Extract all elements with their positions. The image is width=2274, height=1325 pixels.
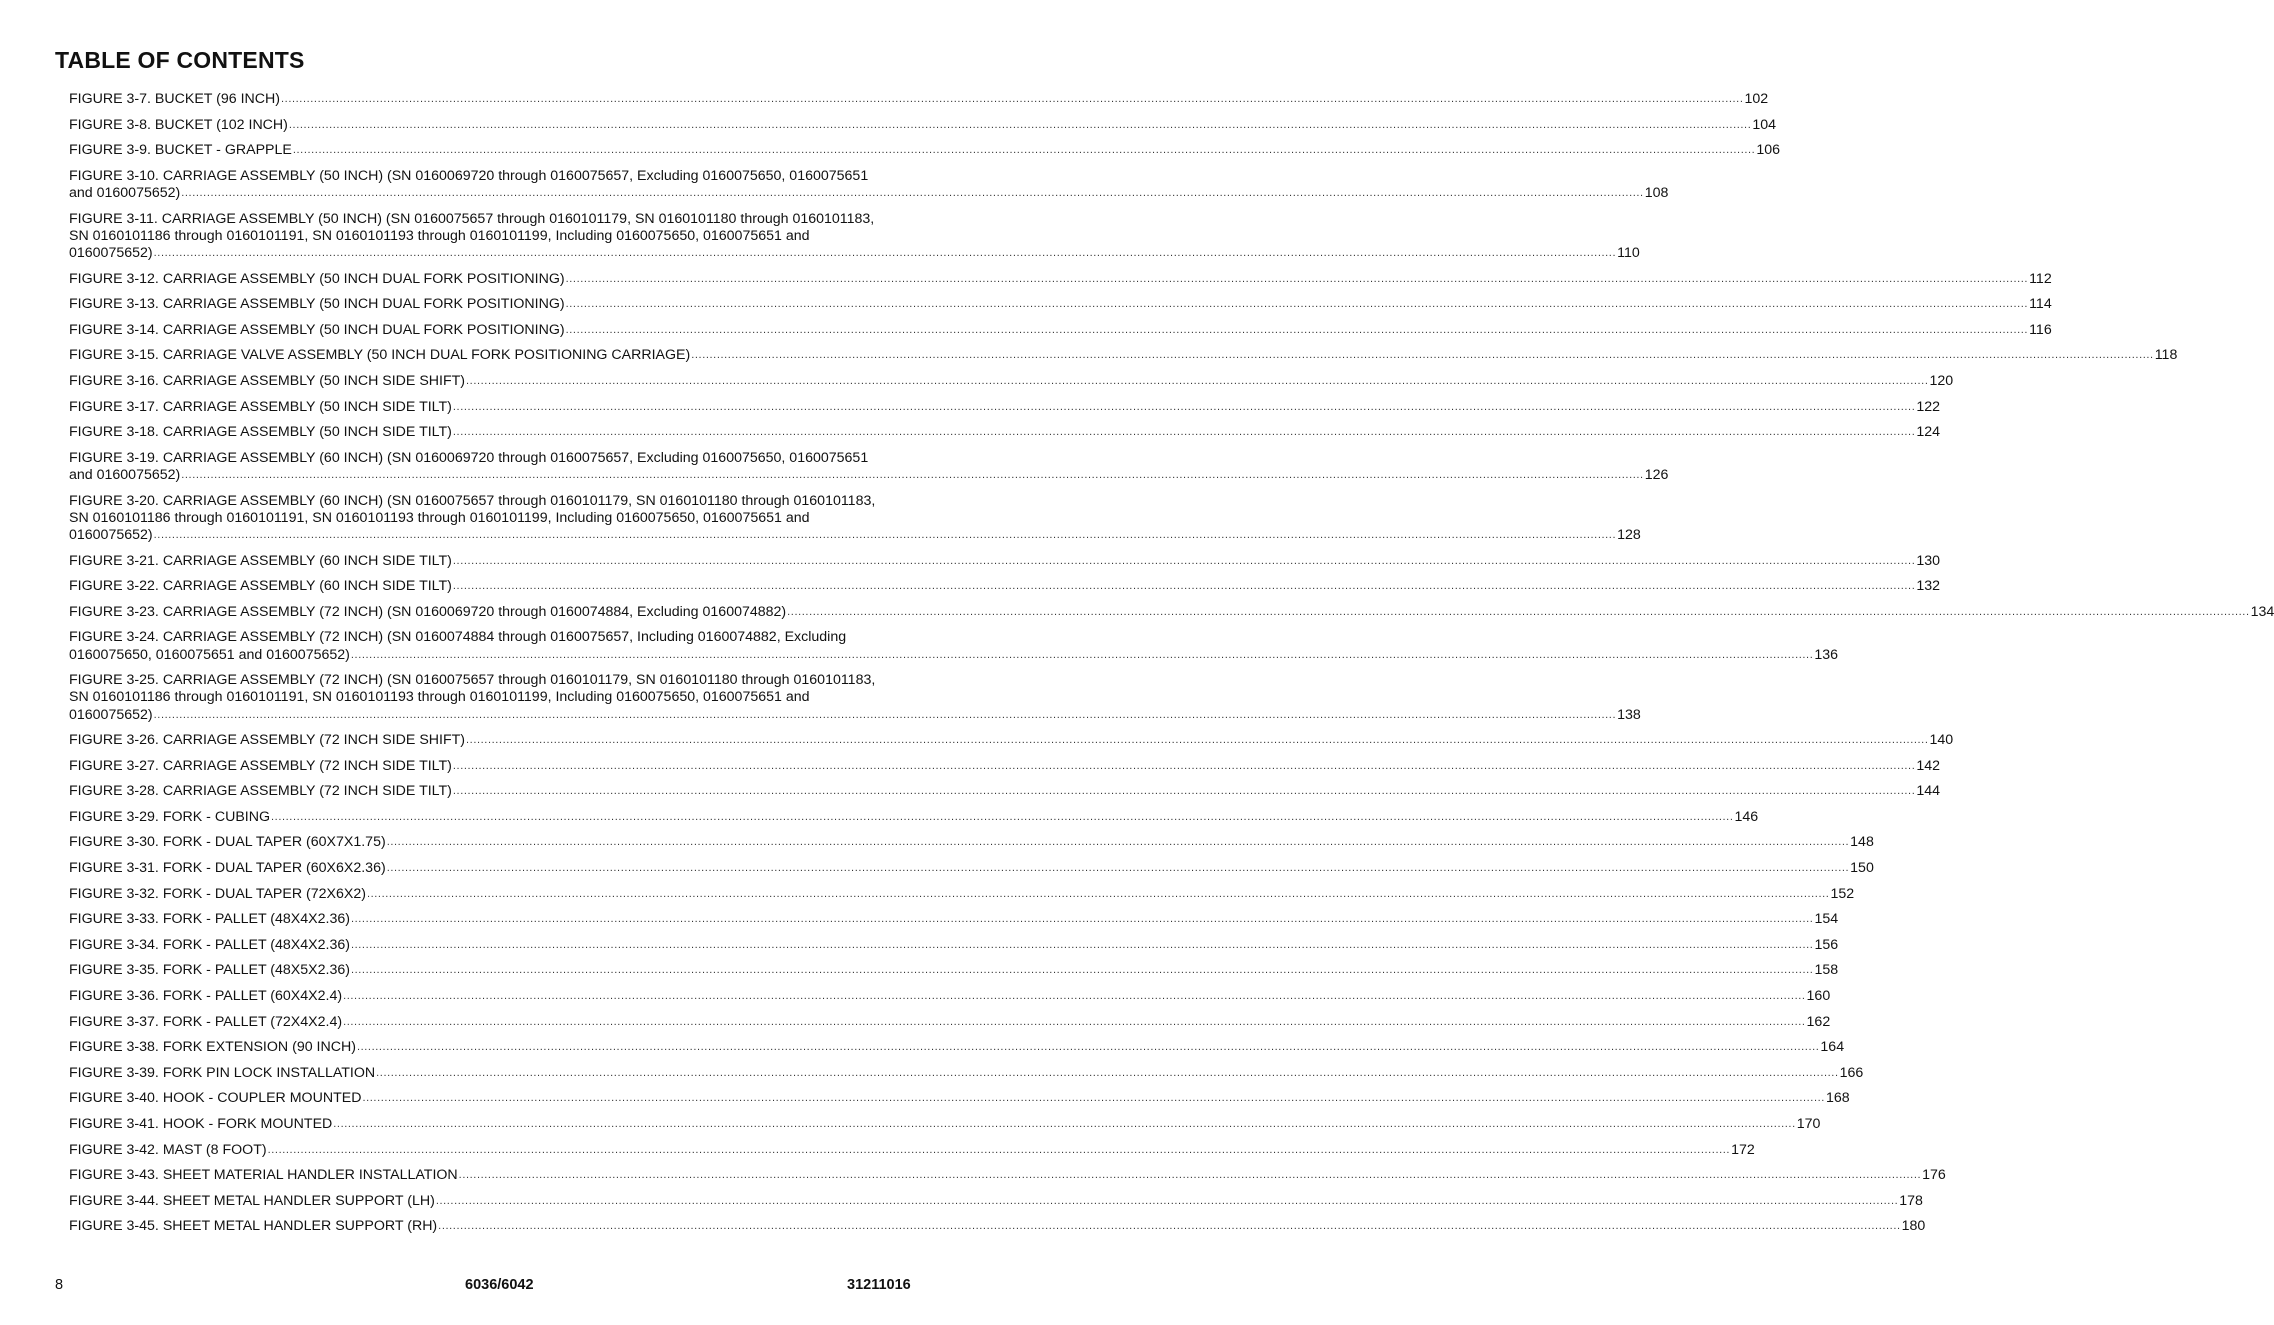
toc-entry[interactable]: [69, 270, 2052, 288]
toc-entry-page: 112: [2029, 270, 2052, 287]
toc-entry-title-line: FIGURE 3-11. CARRIAGE ASSEMBLY (50 INCH) (SN 0160075657 through 0160101179, SN 0160101180 through 0160101183,: [69, 210, 875, 227]
toc-entry-page: 162: [1806, 1013, 1831, 1030]
toc-entry-page: 140: [1929, 732, 1954, 749]
toc-entry-title-line: FIGURE 3-31. FORK - DUAL TAPER (60X6X2.36): [69, 860, 386, 877]
dot-leader: ................................................................................................................................................................................................................................................................................................................................................................................................................: [452, 759, 1916, 772]
toc-entry[interactable]: [69, 1167, 1946, 1184]
dot-leader: ................................................................................................................................................................................................................................................................................................................................................................................................................: [386, 862, 1850, 875]
toc-entry[interactable]: [69, 142, 1780, 159]
toc-entry[interactable]: [69, 347, 2178, 364]
toc-entry-title-line: FIGURE 3-12. CARRIAGE ASSEMBLY (50 INCH DUAL FORK POSITIONING): [69, 270, 565, 287]
toc-entry[interactable]: [69, 808, 1759, 826]
toc-entry[interactable]: [69, 885, 1855, 903]
dot-leader: ................................................................................................................................................................................................................................................................................................................................................................................................................: [565, 323, 2029, 336]
toc-entry-page: 148: [1850, 834, 1874, 851]
page-footer: [0, 1277, 1024, 1297]
dot-leader: ................................................................................................................................................................................................................................................................................................................................................................................................................: [153, 246, 1617, 259]
toc-entry-page: 158: [1814, 962, 1839, 979]
dot-leader: ................................................................................................................................................................................................................................................................................................................................................................................................................: [350, 938, 1814, 951]
toc-entry-title-line: FIGURE 3-17. CARRIAGE ASSEMBLY (50 INCH SIDE TILT): [69, 398, 452, 415]
toc-entry-page: 118: [2154, 347, 2178, 364]
toc-entry[interactable]: [69, 578, 1941, 595]
toc-entry-page: 166: [1839, 1064, 1864, 1081]
toc-entry-title-line: FIGURE 3-39. FORK PIN LOCK INSTALLATION: [69, 1064, 376, 1081]
dot-leader: ................................................................................................................................................................................................................................................................................................................................................................................................................: [458, 1169, 1922, 1182]
toc-entry[interactable]: [69, 372, 1954, 390]
toc-entry-title-line: FIGURE 3-41. HOOK - FORK MOUNTED: [69, 1116, 333, 1133]
toc-entry-title-line: FIGURE 3-42. MAST (8 FOOT): [69, 1141, 267, 1158]
dot-leader: ................................................................................................................................................................................................................................................................................................................................................................................................................: [350, 648, 1814, 661]
toc-entry-page: 176: [1922, 1167, 1946, 1184]
dot-leader: ................................................................................................................................................................................................................................................................................................................................................................................................................: [153, 708, 1617, 721]
dot-leader: ................................................................................................................................................................................................................................................................................................................................................................................................................: [452, 400, 1916, 413]
dot-leader: ................................................................................................................................................................................................................................................................................................................................................................................................................: [438, 1220, 1901, 1233]
toc-entry-title-line: FIGURE 3-43. SHEET MATERIAL HANDLER INSTALLATION: [69, 1167, 458, 1184]
dot-leader: ................................................................................................................................................................................................................................................................................................................................................................................................................: [181, 186, 1644, 199]
toc-entry-page: 154: [1814, 911, 1839, 928]
toc-entry-title-line: FIGURE 3-21. CARRIAGE ASSEMBLY (60 INCH SIDE TILT): [69, 552, 452, 569]
dot-leader: ................................................................................................................................................................................................................................................................................................................................................................................................................: [350, 964, 1814, 977]
toc-entry[interactable]: [69, 167, 1669, 202]
toc-entry-page: 132: [1916, 578, 1941, 595]
toc-entry-title-line: 0160075652): [69, 244, 153, 261]
dot-leader: ................................................................................................................................................................................................................................................................................................................................................................................................................: [333, 1118, 1796, 1131]
toc-entry-page: 104: [1752, 116, 1777, 133]
toc-entry[interactable]: [69, 672, 1641, 724]
toc-entry-page: 168: [1825, 1090, 1850, 1107]
toc-entry-page: 144: [1916, 783, 1941, 800]
toc-entry-title-line: 0160075650, 0160075651 and 0160075652): [69, 646, 350, 663]
toc-entry-page: 172: [1731, 1141, 1755, 1158]
toc-entry[interactable]: [69, 424, 1941, 441]
toc-entry-title-line: FIGURE 3-18. CARRIAGE ASSEMBLY (50 INCH SIDE TILT): [69, 424, 452, 441]
toc-entry-title-line: 0160075652): [69, 706, 153, 723]
toc-entry-page: 122: [1916, 398, 1941, 415]
toc-entry[interactable]: [69, 603, 2274, 621]
toc-entry[interactable]: [69, 1141, 1755, 1159]
toc-entry[interactable]: [69, 449, 1669, 484]
dot-leader: ................................................................................................................................................................................................................................................................................................................................................................................................................: [466, 374, 1929, 387]
dot-leader: ................................................................................................................................................................................................................................................................................................................................................................................................................: [565, 298, 2029, 311]
toc-entry-page: 160: [1806, 988, 1831, 1005]
toc-entry-page: 108: [1644, 184, 1669, 201]
toc-entry-title-line: FIGURE 3-26. CARRIAGE ASSEMBLY (72 INCH SIDE SHIFT): [69, 732, 466, 749]
dot-leader: ................................................................................................................................................................................................................................................................................................................................................................................................................: [267, 1143, 1731, 1156]
toc-entry-title-line: FIGURE 3-14. CARRIAGE ASSEMBLY (50 INCH DUAL FORK POSITIONING): [69, 321, 565, 338]
toc-entry[interactable]: [69, 116, 1777, 134]
toc-entry[interactable]: [69, 629, 1839, 663]
dot-leader: ................................................................................................................................................................................................................................................................................................................................................................................................................: [343, 1015, 1806, 1028]
toc-entry-title-line: FIGURE 3-16. CARRIAGE ASSEMBLY (50 INCH SIDE SHIFT): [69, 372, 466, 389]
toc-entry[interactable]: [69, 911, 1839, 928]
dot-leader: ................................................................................................................................................................................................................................................................................................................................................................................................................: [452, 426, 1916, 439]
toc-entry-page: 180: [1901, 1218, 1926, 1235]
toc-entry[interactable]: [69, 1064, 1864, 1082]
toc-entry-title-line: FIGURE 3-13. CARRIAGE ASSEMBLY (50 INCH DUAL FORK POSITIONING): [69, 296, 565, 313]
toc-entry-page: 150: [1850, 860, 1874, 877]
dot-leader: ................................................................................................................................................................................................................................................................................................................................................................................................................: [153, 528, 1617, 541]
toc-entry[interactable]: [69, 1116, 1821, 1133]
dot-leader: ................................................................................................................................................................................................................................................................................................................................................................................................................: [271, 810, 1734, 823]
toc-entry-title-line: FIGURE 3-9. BUCKET - GRAPPLE: [69, 142, 292, 159]
toc-entry-title-line: FIGURE 3-19. CARRIAGE ASSEMBLY (60 INCH) (SN 0160069720 through 0160075657, Excluding 0160075650, 0160075651: [69, 449, 869, 466]
toc-entry-page: 116: [2029, 321, 2052, 338]
dot-leader: ................................................................................................................................................................................................................................................................................................................................................................................................................: [356, 1041, 1820, 1054]
toc-entry-page: 124: [1916, 424, 1941, 441]
toc-entry[interactable]: [69, 321, 2052, 339]
dot-leader: ................................................................................................................................................................................................................................................................................................................................................................................................................: [281, 93, 1744, 105]
dot-leader: ................................................................................................................................................................................................................................................................................................................................................................................................................: [343, 990, 1806, 1003]
toc-entry-title-line: FIGURE 3-28. CARRIAGE ASSEMBLY (72 INCH SIDE TILT): [69, 783, 452, 800]
toc-entry-title-line: FIGURE 3-34. FORK - PALLET (48X4X2.36): [69, 936, 350, 953]
toc-entry-title-line: FIGURE 3-23. CARRIAGE ASSEMBLY (72 INCH) (SN 0160069720 through 0160074884, Excluding 0160074882): [69, 603, 787, 620]
toc-entry-page: 156: [1814, 936, 1839, 953]
toc-entry-title-line: FIGURE 3-38. FORK EXTENSION (90 INCH): [69, 1039, 356, 1056]
dot-leader: ................................................................................................................................................................................................................................................................................................................................................................................................................: [452, 554, 1916, 567]
toc-entry[interactable]: [69, 210, 1640, 263]
page-title: TABLE OF CONTENTS: [55, 47, 305, 73]
toc-entry-title-line: FIGURE 3-8. BUCKET (102 INCH): [69, 116, 288, 133]
toc-entry-title-line: FIGURE 3-22. CARRIAGE ASSEMBLY (60 INCH SIDE TILT): [69, 578, 452, 595]
toc-entry-title-line: FIGURE 3-44. SHEET METAL HANDLER SUPPORT (LH): [69, 1192, 435, 1209]
toc-entry-page: 134: [2250, 603, 2274, 620]
toc-entry-page: 138: [1617, 706, 1641, 723]
toc-entry-title-line: FIGURE 3-30. FORK - DUAL TAPER (60X7X1.75): [69, 834, 386, 851]
toc-entry-page: 146: [1734, 808, 1759, 825]
toc-entry[interactable]: [69, 936, 1839, 954]
toc-entry-page: 110: [1617, 244, 1640, 261]
dot-leader: ................................................................................................................................................................................................................................................................................................................................................................................................................: [386, 836, 1850, 849]
dot-leader: ................................................................................................................................................................................................................................................................................................................................................................................................................: [350, 913, 1814, 926]
toc-entry-title-line: FIGURE 3-32. FORK - DUAL TAPER (72X6X2): [69, 885, 366, 902]
toc-entry-title-line: FIGURE 3-25. CARRIAGE ASSEMBLY (72 INCH) (SN 0160075657 through 0160101179, SN 0160101180 through 0160101183,: [69, 672, 876, 689]
toc-entry-title-line: and 0160075652): [69, 184, 181, 201]
toc-entry-title-line: FIGURE 3-40. HOOK - COUPLER MOUNTED: [69, 1090, 362, 1107]
toc-entry-title-line: FIGURE 3-37. FORK - PALLET (72X4X2.4): [69, 1013, 343, 1030]
toc-entry-page: 120: [1929, 372, 1954, 389]
toc-entry-title-line: FIGURE 3-10. CARRIAGE ASSEMBLY (50 INCH) (SN 0160069720 through 0160075657, Excluding 0160075650, 0160075651: [69, 167, 869, 184]
toc-entry[interactable]: [69, 988, 1831, 1005]
toc-entry-title-line: FIGURE 3-35. FORK - PALLET (48X5X2.36): [69, 962, 350, 979]
toc-entry-title-line: FIGURE 3-27. CARRIAGE ASSEMBLY (72 INCH SIDE TILT): [69, 757, 452, 774]
toc-entry[interactable]: [69, 757, 1941, 775]
dot-leader: ................................................................................................................................................................................................................................................................................................................................................................................................................: [691, 349, 2154, 362]
dot-leader: ................................................................................................................................................................................................................................................................................................................................................................................................................: [565, 272, 2029, 285]
toc-entry-title-line: FIGURE 3-20. CARRIAGE ASSEMBLY (60 INCH) (SN 0160075657 through 0160101179, SN 0160101180 through 0160101183,: [69, 492, 876, 509]
toc-entry[interactable]: [69, 834, 1874, 851]
toc-entry-page: 130: [1916, 552, 1941, 569]
toc-entry[interactable]: [69, 783, 1941, 800]
toc-entry-page: 152: [1830, 885, 1855, 902]
toc-entry[interactable]: [69, 1090, 1850, 1107]
dot-leader: ................................................................................................................................................................................................................................................................................................................................................................................................................: [292, 144, 1756, 157]
toc-entry-page: 114: [2029, 296, 2052, 313]
toc-entry-page: 126: [1644, 466, 1669, 483]
toc-entry-title-line: FIGURE 3-45. SHEET METAL HANDLER SUPPORT (RH): [69, 1218, 438, 1235]
toc-entry-title-line: FIGURE 3-36. FORK - PALLET (60X4X2.4): [69, 988, 343, 1005]
toc-entry-page: 136: [1814, 646, 1839, 663]
toc-entry[interactable]: [69, 732, 1954, 749]
toc-list: [69, 91, 2274, 1244]
toc-entry-title-line: SN 0160101186 through 0160101191, SN 0160101193 through 0160101199, Including 0160075650, 0160075651 and: [69, 509, 810, 526]
toc-entry[interactable]: [69, 1039, 1845, 1056]
toc-entry[interactable]: [69, 492, 1641, 545]
dot-leader: ................................................................................................................................................................................................................................................................................................................................................................................................................: [366, 887, 1830, 900]
toc-entry-title-line: FIGURE 3-15. CARRIAGE VALVE ASSEMBLY (50 INCH DUAL FORK POSITIONING CARRIAGE): [69, 347, 691, 364]
toc-entry[interactable]: [69, 398, 1941, 416]
dot-leader: ................................................................................................................................................................................................................................................................................................................................................................................................................: [452, 580, 1916, 593]
dot-leader: ................................................................................................................................................................................................................................................................................................................................................................................................................: [288, 118, 1752, 131]
toc-entry[interactable]: [69, 296, 2052, 313]
dot-leader: ................................................................................................................................................................................................................................................................................................................................................................................................................: [787, 605, 2250, 618]
dot-leader: ................................................................................................................................................................................................................................................................................................................................................................................................................: [376, 1066, 1839, 1079]
toc-entry-title-line: FIGURE 3-29. FORK - CUBING: [69, 808, 271, 825]
toc-entry[interactable]: [69, 860, 1874, 877]
toc-entry-title-line: SN 0160101186 through 0160101191, SN 0160101193 through 0160101199, Including 0160075650, 0160075651 and: [69, 227, 810, 244]
toc-entry-page: 164: [1820, 1039, 1845, 1056]
dot-leader: ................................................................................................................................................................................................................................................................................................................................................................................................................: [362, 1092, 1825, 1105]
toc-entry[interactable]: [69, 91, 1769, 108]
dot-leader: ................................................................................................................................................................................................................................................................................................................................................................................................................: [435, 1194, 1899, 1207]
toc-entry[interactable]: [69, 1192, 1923, 1210]
toc-entry-title-line: FIGURE 3-24. CARRIAGE ASSEMBLY (72 INCH) (SN 0160074884 through 0160075657, Including 0160074882, Excluding: [69, 629, 847, 646]
toc-entry[interactable]: [69, 962, 1839, 979]
toc-entry[interactable]: [69, 1218, 1926, 1235]
toc-entry-title-line: FIGURE 3-33. FORK - PALLET (48X4X2.36): [69, 911, 350, 928]
toc-entry-page: 128: [1617, 526, 1641, 543]
toc-entry-page: 142: [1916, 757, 1941, 774]
footer-doc-number: 31211016: [847, 1277, 911, 1293]
toc-entry-page: 178: [1899, 1192, 1923, 1209]
dot-leader: ................................................................................................................................................................................................................................................................................................................................................................................................................: [466, 734, 1929, 747]
toc-entry-title-line: FIGURE 3-7. BUCKET (96 INCH): [69, 91, 281, 107]
footer-model: 6036/6042: [465, 1277, 534, 1293]
toc-entry-page: 170: [1796, 1116, 1821, 1133]
toc-entry-title-line: 0160075652): [69, 526, 153, 543]
toc-entry-title-line: and 0160075652): [69, 466, 181, 483]
toc-entry[interactable]: [69, 1013, 1831, 1031]
dot-leader: ................................................................................................................................................................................................................................................................................................................................................................................................................: [181, 468, 1644, 481]
footer-page-number: 8: [55, 1277, 64, 1293]
toc-entry-page: 102: [1744, 91, 1769, 107]
toc-entry-page: 106: [1756, 142, 1780, 159]
dot-leader: ................................................................................................................................................................................................................................................................................................................................................................................................................: [452, 785, 1916, 798]
toc-entry-title-line: SN 0160101186 through 0160101191, SN 0160101193 through 0160101199, Including 0160075650, 0160075651 and: [69, 689, 810, 706]
toc-entry[interactable]: [69, 552, 1941, 570]
